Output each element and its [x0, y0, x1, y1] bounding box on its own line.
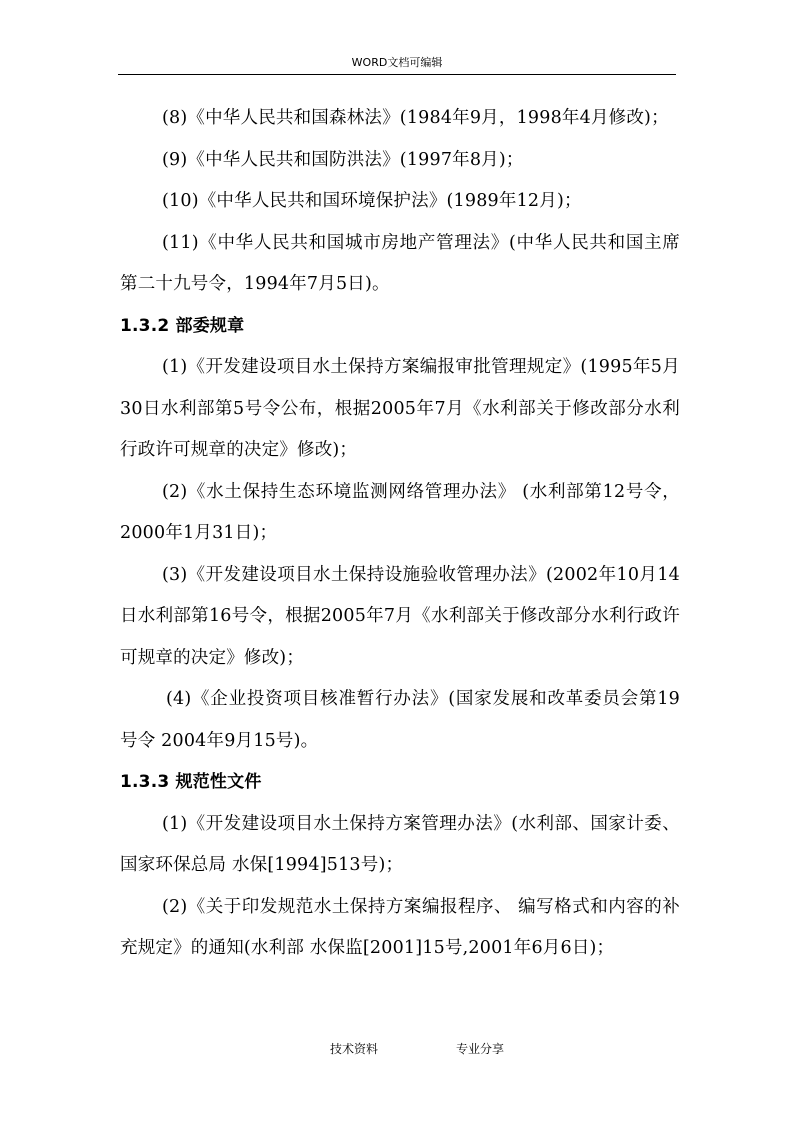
document-body: [120, 98, 680, 970]
header-title: WORD文档可编辑: [351, 56, 443, 69]
paragraph: (8)《中华人民共和国森林法》(1984年9月，1998年4月修改)；: [162, 108, 669, 128]
paragraph: (4)《企业投资项目核准暂行办法》(国家发展和改革委员会第19号令 2004年9月15号)。: [120, 689, 680, 751]
paragraph: (10)《中华人民共和国环境保护法》(1989年12月)；: [162, 191, 582, 211]
footer-left-text: 技术资料: [330, 1042, 379, 1056]
paragraph: (1)《开发建设项目水土保持方案管理办法》(水利部、国家计委、国家环保总局 水保[1994]513号)；: [120, 813, 680, 875]
paragraph: (2)《关于印发规范水土保持方案编报程序、 编写格式和内容的补充规定》的通知(水利部 水保监[2001]15号,2001年6月6日)；: [120, 896, 680, 958]
paragraph: (3)《开发建设项目水土保持设施验收管理办法》(2002年10月14日水利部第16号令，根据2005年7月《水利部关于修改部分水利行政许可规章的决定》修改)；: [120, 564, 680, 668]
section-heading: 1.3.2 部委规章: [120, 315, 245, 336]
paragraph: (1)《开发建设项目水土保持方案编报审批管理规定》(1995年5月30日水利部第5号令公布，根据2005年7月《水利部关于修改部分水利行政许可规章的决定》修改)；: [120, 357, 680, 460]
page-header: [118, 52, 676, 75]
page-footer: [0, 1040, 794, 1060]
paragraph: (11)《中华人民共和国城市房地产管理法》(中华人民共和国主席第二十九号令，1994年7月5日)。: [120, 232, 680, 294]
footer-right-text: 专业分享: [456, 1042, 505, 1056]
paragraph: (9)《中华人民共和国防洪法》(1997年8月)；: [162, 149, 524, 170]
section-heading: 1.3.3 规范性文件: [120, 772, 262, 792]
paragraph: (2)《水土保持生态环境监测网络管理办法》 (水利部第12号令，2000年1月31日)；: [120, 481, 680, 543]
